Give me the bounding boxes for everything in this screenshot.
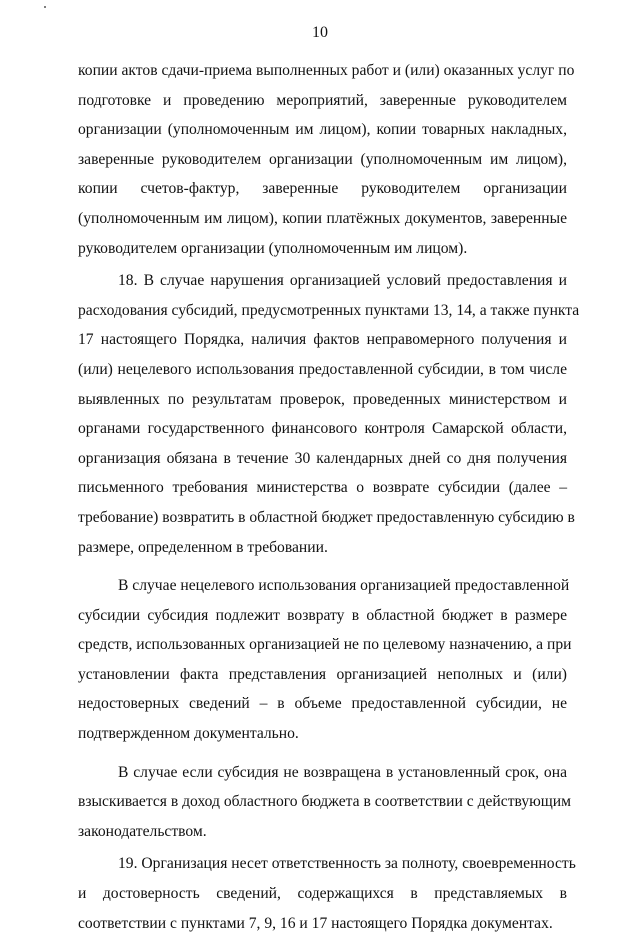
text-line: требование) возвратить в областной бюджет предоставленную субсидию в <box>78 508 575 526</box>
text-line: установлении факта представления организацией неполных и (или) <box>78 665 567 683</box>
text-line: (уполномоченным им лицом), копии платёжных документов, заверенные <box>78 209 567 227</box>
text-line: средств, использованных организацией не по целевому назначению, а при <box>78 636 572 654</box>
text-line: подготовке и проведению мероприятий, заверенные руководителем <box>78 91 567 109</box>
text-line: 17 настоящего Порядка, наличия фактов неправомерного получения и <box>78 331 567 349</box>
text-line: и достоверность сведений, содержащихся в представляемых в <box>78 885 567 903</box>
text-line: органами государственного финансового контроля Самарской области, <box>78 420 567 438</box>
text-line: копии актов сдачи-приема выполненных работ и (или) оказанных услуг по <box>78 62 575 79</box>
text-line: субсидии субсидия подлежит возврату в областной бюджет в размере <box>78 606 567 624</box>
text-line: руководителем организации (уполномоченным им лицом). <box>78 239 468 257</box>
text-line: взыскивается в доход областного бюджета в соответствии с действующим <box>78 793 572 811</box>
text-line: расходования субсидий, предусмотренных пунктами 13, 14, а также пункта <box>78 301 580 319</box>
text-line: (или) нецелевого использования предоставленной субсидии, в том числе <box>78 360 567 378</box>
text-line: недостоверных сведений – в объеме предоставленной субсидии, не <box>78 695 567 713</box>
text-line: соответствии с пунктами 7, 9, 16 и 17 настоящего Порядка документах. <box>78 914 553 932</box>
text-line: подтвержденном документально. <box>78 725 299 743</box>
text-line: заверенные руководителем организации (уполномоченным им лицом), <box>78 150 567 168</box>
document-body <box>78 56 580 938</box>
text-line: законодательством. <box>78 822 207 840</box>
paragraph-misuse <box>78 571 572 749</box>
paragraph-continuation <box>78 56 575 263</box>
paragraph-item-18 <box>78 266 580 562</box>
paragraph-gap <box>78 562 567 571</box>
paragraph-gap <box>78 749 567 758</box>
page-number: 10 <box>312 24 328 41</box>
text-line: организация обязана в течение 30 календарных дней со дня получения <box>78 449 567 467</box>
text-line: В случае если субсидия не возвращена в установленный срок, она <box>118 763 567 781</box>
text-line: В случае нецелевого использования организацией предоставленной <box>118 577 570 595</box>
text-line: 18. В случае нарушения организацией условий предоставления и <box>118 272 567 290</box>
text-line: размере, определенном в требовании. <box>78 538 328 556</box>
scan-speck <box>44 6 46 8</box>
paragraph-not-returned <box>78 758 572 847</box>
text-line: выявленных по результатам проверок, проведенных министерством и <box>78 390 567 408</box>
paragraph-item-19 <box>78 849 576 938</box>
text-line: 19. Организация несет ответственность за полноту, своевременность <box>118 855 576 873</box>
text-line: копии счетов-фактур, заверенные руководителем организации <box>78 180 567 198</box>
text-line: организации (уполномоченным им лицом), копии товарных накладных, <box>78 121 567 139</box>
text-line: письменного требования министерства о возврате субсидии (далее – <box>78 479 567 497</box>
